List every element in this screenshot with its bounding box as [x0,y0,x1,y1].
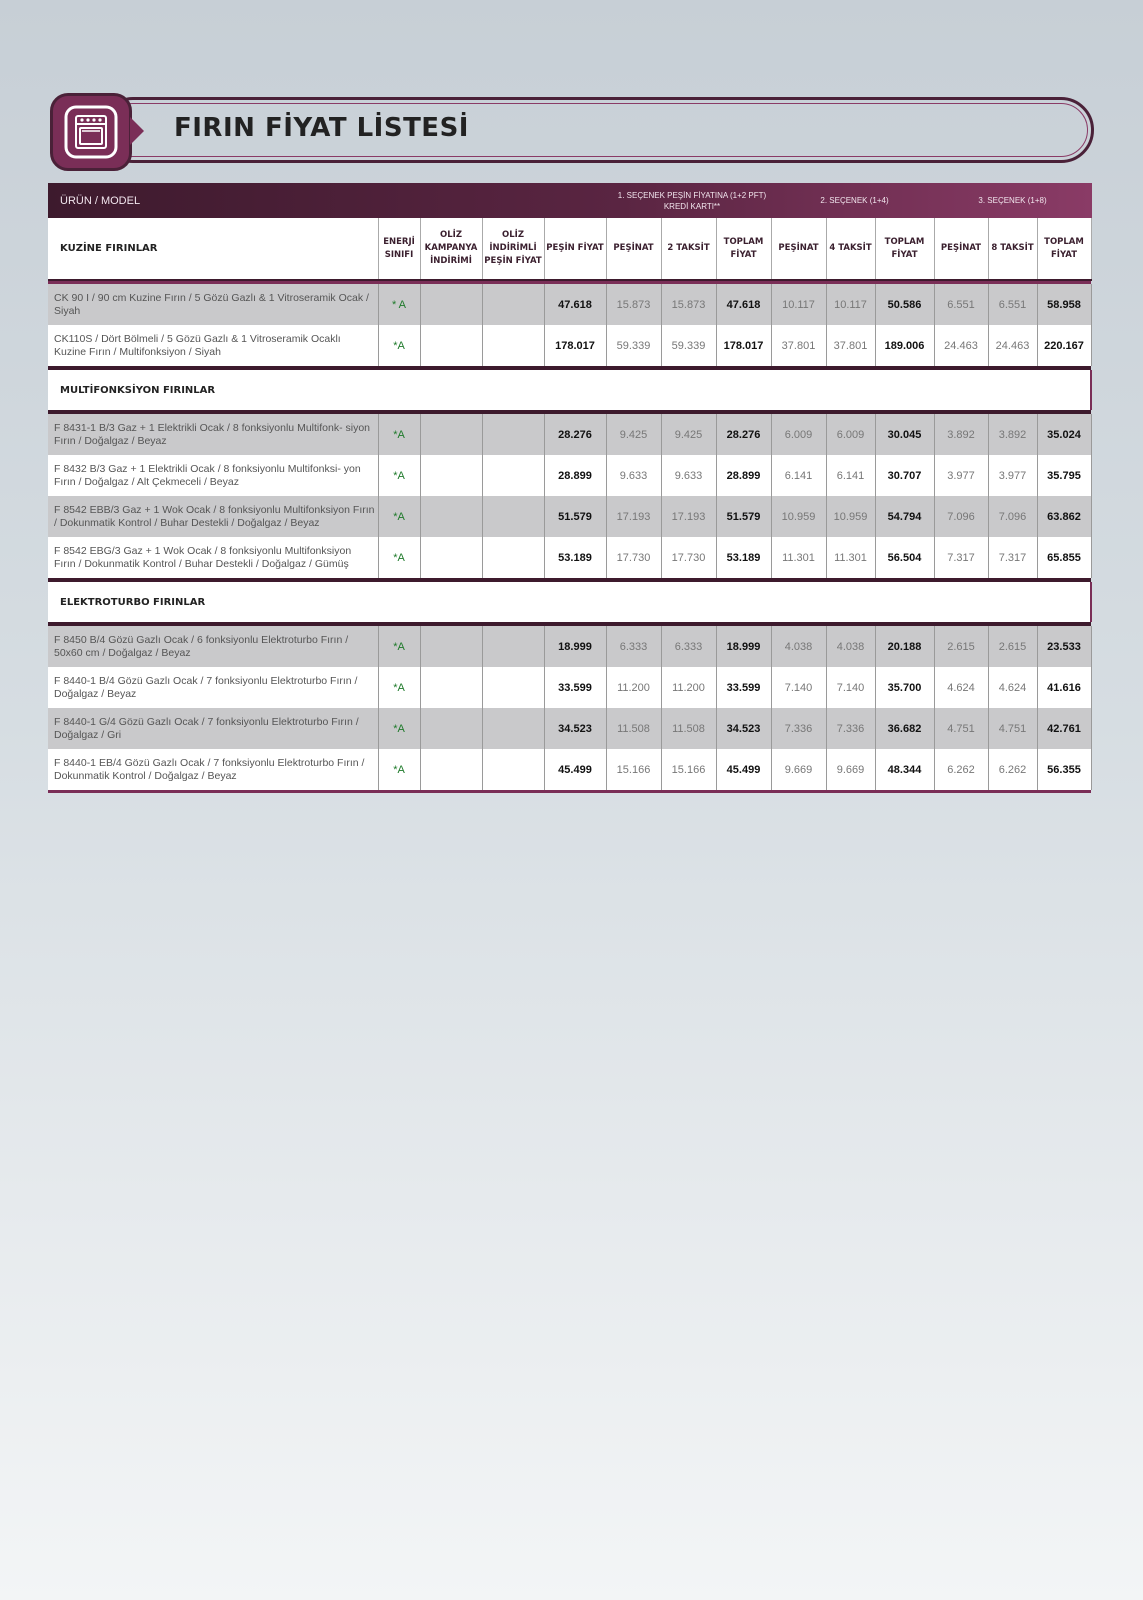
price-cell: 28.899 [544,455,606,496]
energy-class: *A [378,667,420,708]
option3-header: 3. SEÇENEK (1+8) [978,196,1047,205]
price-cell: 18.999 [716,626,771,667]
product-description: F 8440-1 B/4 Gözü Gazlı Ocak / 7 fonksiyonlu Elektroturbo Fırın / Doğalgaz / Beyaz [48,667,378,708]
price-cell: 47.618 [544,284,606,325]
campaign-discount [420,414,482,455]
product-description: CK110S / Dört Bölmeli / 5 Gözü Gazlı & 1 Vitroseramik Ocaklı Kuzine Fırın / Multifonksiyon / Siyah [48,325,378,366]
price-cell: 47.618 [716,284,771,325]
price-cell: 17.193 [606,496,661,537]
energy-class: *A [378,749,420,790]
price-cell: 178.017 [716,325,771,366]
table-header-bar [48,183,1092,218]
column-header: 4 TAKSİT [826,218,875,280]
product-description: CK 90 I / 90 cm Kuzine Fırın / 5 Gözü Gazlı & 1 Vitroseramik Ocak / Siyah [48,284,378,325]
product-description: F 8450 B/4 Gözü Gazlı Ocak / 6 fonksiyonlu Elektroturbo Fırın / 50x60 cm / Doğalgaz / Beyaz [48,626,378,667]
price-cell: 6.141 [826,455,875,496]
price-cell: 53.189 [544,537,606,578]
section-header-row [48,582,1091,622]
price-cell: 189.006 [875,325,934,366]
price-cell: 7.140 [771,667,826,708]
column-header: 2 TAKSİT [661,218,716,280]
price-cell: 7.336 [771,708,826,749]
price-cell: 35.700 [875,667,934,708]
section-title: KUZİNE FIRINLAR [48,218,378,280]
campaign-discount [420,626,482,667]
price-cell: 10.117 [771,284,826,325]
page-title: FIRIN FİYAT LİSTESİ [174,113,469,143]
energy-class: *A [378,537,420,578]
price-cell: 51.579 [716,496,771,537]
price-cell: 4.624 [988,667,1037,708]
energy-class: * A [378,284,420,325]
discounted-cash-price [482,708,544,749]
table-row [48,455,1091,496]
price-cell: 37.801 [771,325,826,366]
price-cell: 7.317 [934,537,988,578]
price-cell: 6.262 [934,749,988,790]
price-cell: 34.523 [716,708,771,749]
campaign-discount [420,325,482,366]
discounted-cash-price [482,667,544,708]
price-cell: 3.892 [934,414,988,455]
price-cell: 11.200 [661,667,716,708]
price-cell: 28.276 [716,414,771,455]
option1-header: 1. SEÇENEK PEŞİN FİYATINA (1+2 PFT) KREDİ KARTI** [617,190,767,211]
energy-class: *A [378,496,420,537]
product-description: F 8431-1 B/3 Gaz + 1 Elektrikli Ocak / 8 fonksiyonlu Multifonk- siyon Fırın / Doğalgaz / Beyaz [48,414,378,455]
section-header-row [48,370,1091,410]
price-cell: 18.999 [544,626,606,667]
product-description: F 8542 EBB/3 Gaz + 1 Wok Ocak / 8 fonksiyonlu Multifonksiyon Fırın / Dokunmatik Kontrol / Buhar Destekli / Doğalgaz / Beyaz [48,496,378,537]
oven-icon [50,93,132,171]
discounted-cash-price [482,455,544,496]
table-row [48,708,1091,749]
price-cell: 7.096 [934,496,988,537]
discounted-cash-price [482,414,544,455]
campaign-discount [420,455,482,496]
price-cell: 6.262 [988,749,1037,790]
product-description: F 8440-1 EB/4 Gözü Gazlı Ocak / 7 fonksiyonlu Elektroturbo Fırın / Dokunmatik Kontrol / Doğalgaz / Beyaz [48,749,378,790]
price-cell: 6.009 [826,414,875,455]
price-cell: 11.301 [826,537,875,578]
price-cell: 45.499 [716,749,771,790]
table-row [48,414,1091,455]
price-cell: 3.977 [988,455,1037,496]
price-cell: 17.730 [661,537,716,578]
energy-class: *A [378,626,420,667]
price-cell: 35.024 [1037,414,1091,455]
price-table [48,183,1092,793]
campaign-discount [420,537,482,578]
price-cell: 9.633 [606,455,661,496]
column-header: 8 TAKSİT [988,218,1037,280]
price-cell: 65.855 [1037,537,1091,578]
price-cell: 48.344 [875,749,934,790]
price-cell: 11.200 [606,667,661,708]
price-cell: 6.333 [606,626,661,667]
price-cell: 15.166 [606,749,661,790]
table-end-line [48,790,1091,793]
energy-class: *A [378,414,420,455]
energy-class: *A [378,325,420,366]
price-cell: 20.188 [875,626,934,667]
price-cell: 53.189 [716,537,771,578]
model-header: ÜRÜN / MODEL [60,194,141,207]
price-cell: 4.038 [771,626,826,667]
divider-line [48,790,1091,793]
price-cell: 28.276 [544,414,606,455]
price-cell: 34.523 [544,708,606,749]
table-row [48,667,1091,708]
price-cell: 11.508 [606,708,661,749]
column-header: TOPLAM FİYAT [875,218,934,280]
title-banner [50,93,1094,171]
price-cell: 17.730 [606,537,661,578]
price-cell: 178.017 [544,325,606,366]
price-cell: 7.096 [988,496,1037,537]
price-cell: 4.751 [934,708,988,749]
price-cell: 7.317 [988,537,1037,578]
price-cell: 45.499 [544,749,606,790]
campaign-discount [420,708,482,749]
price-cell: 4.624 [934,667,988,708]
price-cell: 220.167 [1037,325,1091,366]
table-row [48,626,1091,667]
column-header: OLİZ İNDİRİMLİ PEŞİN FİYAT [482,218,544,280]
price-cell: 11.508 [661,708,716,749]
price-cell: 2.615 [988,626,1037,667]
price-cell: 6.551 [988,284,1037,325]
price-cell: 33.599 [716,667,771,708]
price-cell: 4.038 [826,626,875,667]
price-cell: 59.339 [606,325,661,366]
price-cell: 3.892 [988,414,1037,455]
table-row [48,749,1091,790]
price-cell: 10.959 [826,496,875,537]
campaign-discount [420,284,482,325]
product-description: F 8542 EBG/3 Gaz + 1 Wok Ocak / 8 fonksiyonlu Multifonksiyon Fırın / Dokunmatik Kontrol / Buhar Destekli / Doğalgaz / Gümüş [48,537,378,578]
discounted-cash-price [482,496,544,537]
price-cell: 51.579 [544,496,606,537]
column-header: PEŞİNAT [606,218,661,280]
price-cell: 15.873 [661,284,716,325]
price-cell: 6.009 [771,414,826,455]
table-row [48,496,1091,537]
price-cell: 54.794 [875,496,934,537]
option2-header: 2. SEÇENEK (1+4) [820,196,889,205]
table-row [48,325,1091,366]
price-cell: 15.166 [661,749,716,790]
price-cell: 10.959 [771,496,826,537]
discounted-cash-price [482,325,544,366]
column-header: TOPLAM FİYAT [1037,218,1091,280]
discounted-cash-price [482,749,544,790]
section-title: MULTİFONKSİYON FIRINLAR [48,370,1091,410]
price-cell: 59.339 [661,325,716,366]
price-cell: 9.425 [661,414,716,455]
column-header: PEŞİN FİYAT [544,218,606,280]
price-cell: 9.669 [771,749,826,790]
price-cell: 7.140 [826,667,875,708]
price-cell: 11.301 [771,537,826,578]
energy-class: *A [378,708,420,749]
price-cell: 24.463 [988,325,1037,366]
price-grid [48,218,1092,793]
price-cell: 17.193 [661,496,716,537]
product-description: F 8440-1 G/4 Gözü Gazlı Ocak / 7 fonksiyonlu Elektroturbo Fırın / Doğalgaz / Gri [48,708,378,749]
price-cell: 2.615 [934,626,988,667]
price-cell: 4.751 [988,708,1037,749]
price-cell: 23.533 [1037,626,1091,667]
discounted-cash-price [482,284,544,325]
campaign-discount [420,749,482,790]
price-cell: 15.873 [606,284,661,325]
price-cell: 36.682 [875,708,934,749]
column-header: PEŞİNAT [771,218,826,280]
price-cell: 58.958 [1037,284,1091,325]
discounted-cash-price [482,537,544,578]
energy-class: *A [378,455,420,496]
price-cell: 9.633 [661,455,716,496]
price-cell: 41.616 [1037,667,1091,708]
price-cell: 56.355 [1037,749,1091,790]
campaign-discount [420,496,482,537]
price-cell: 10.117 [826,284,875,325]
column-header: OLİZ KAMPANYA İNDİRİMİ [420,218,482,280]
section-title: ELEKTROTURBO FIRINLAR [48,582,1091,622]
price-cell: 50.586 [875,284,934,325]
price-cell: 9.425 [606,414,661,455]
table-row [48,537,1091,578]
price-cell: 42.761 [1037,708,1091,749]
price-cell: 6.141 [771,455,826,496]
column-header: TOPLAM FİYAT [716,218,771,280]
price-cell: 7.336 [826,708,875,749]
discounted-cash-price [482,626,544,667]
column-header: PEŞİNAT [934,218,988,280]
price-cell: 3.977 [934,455,988,496]
price-cell: 63.862 [1037,496,1091,537]
product-description: F 8432 B/3 Gaz + 1 Elektrikli Ocak / 8 fonksiyonlu Multifonksi- yon Fırın / Doğalgaz / Alt Çekmeceli / Beyaz [48,455,378,496]
price-cell: 30.707 [875,455,934,496]
price-cell: 6.551 [934,284,988,325]
price-cell: 33.599 [544,667,606,708]
price-cell: 37.801 [826,325,875,366]
price-cell: 30.045 [875,414,934,455]
price-cell: 28.899 [716,455,771,496]
price-cell: 35.795 [1037,455,1091,496]
price-cell: 6.333 [661,626,716,667]
campaign-discount [420,667,482,708]
banner-arrow [130,117,144,145]
price-cell: 9.669 [826,749,875,790]
column-header-row [48,218,1091,280]
price-cell: 56.504 [875,537,934,578]
price-cell: 24.463 [934,325,988,366]
column-header: ENERJİ SINIFI [378,218,420,280]
table-row [48,284,1091,325]
